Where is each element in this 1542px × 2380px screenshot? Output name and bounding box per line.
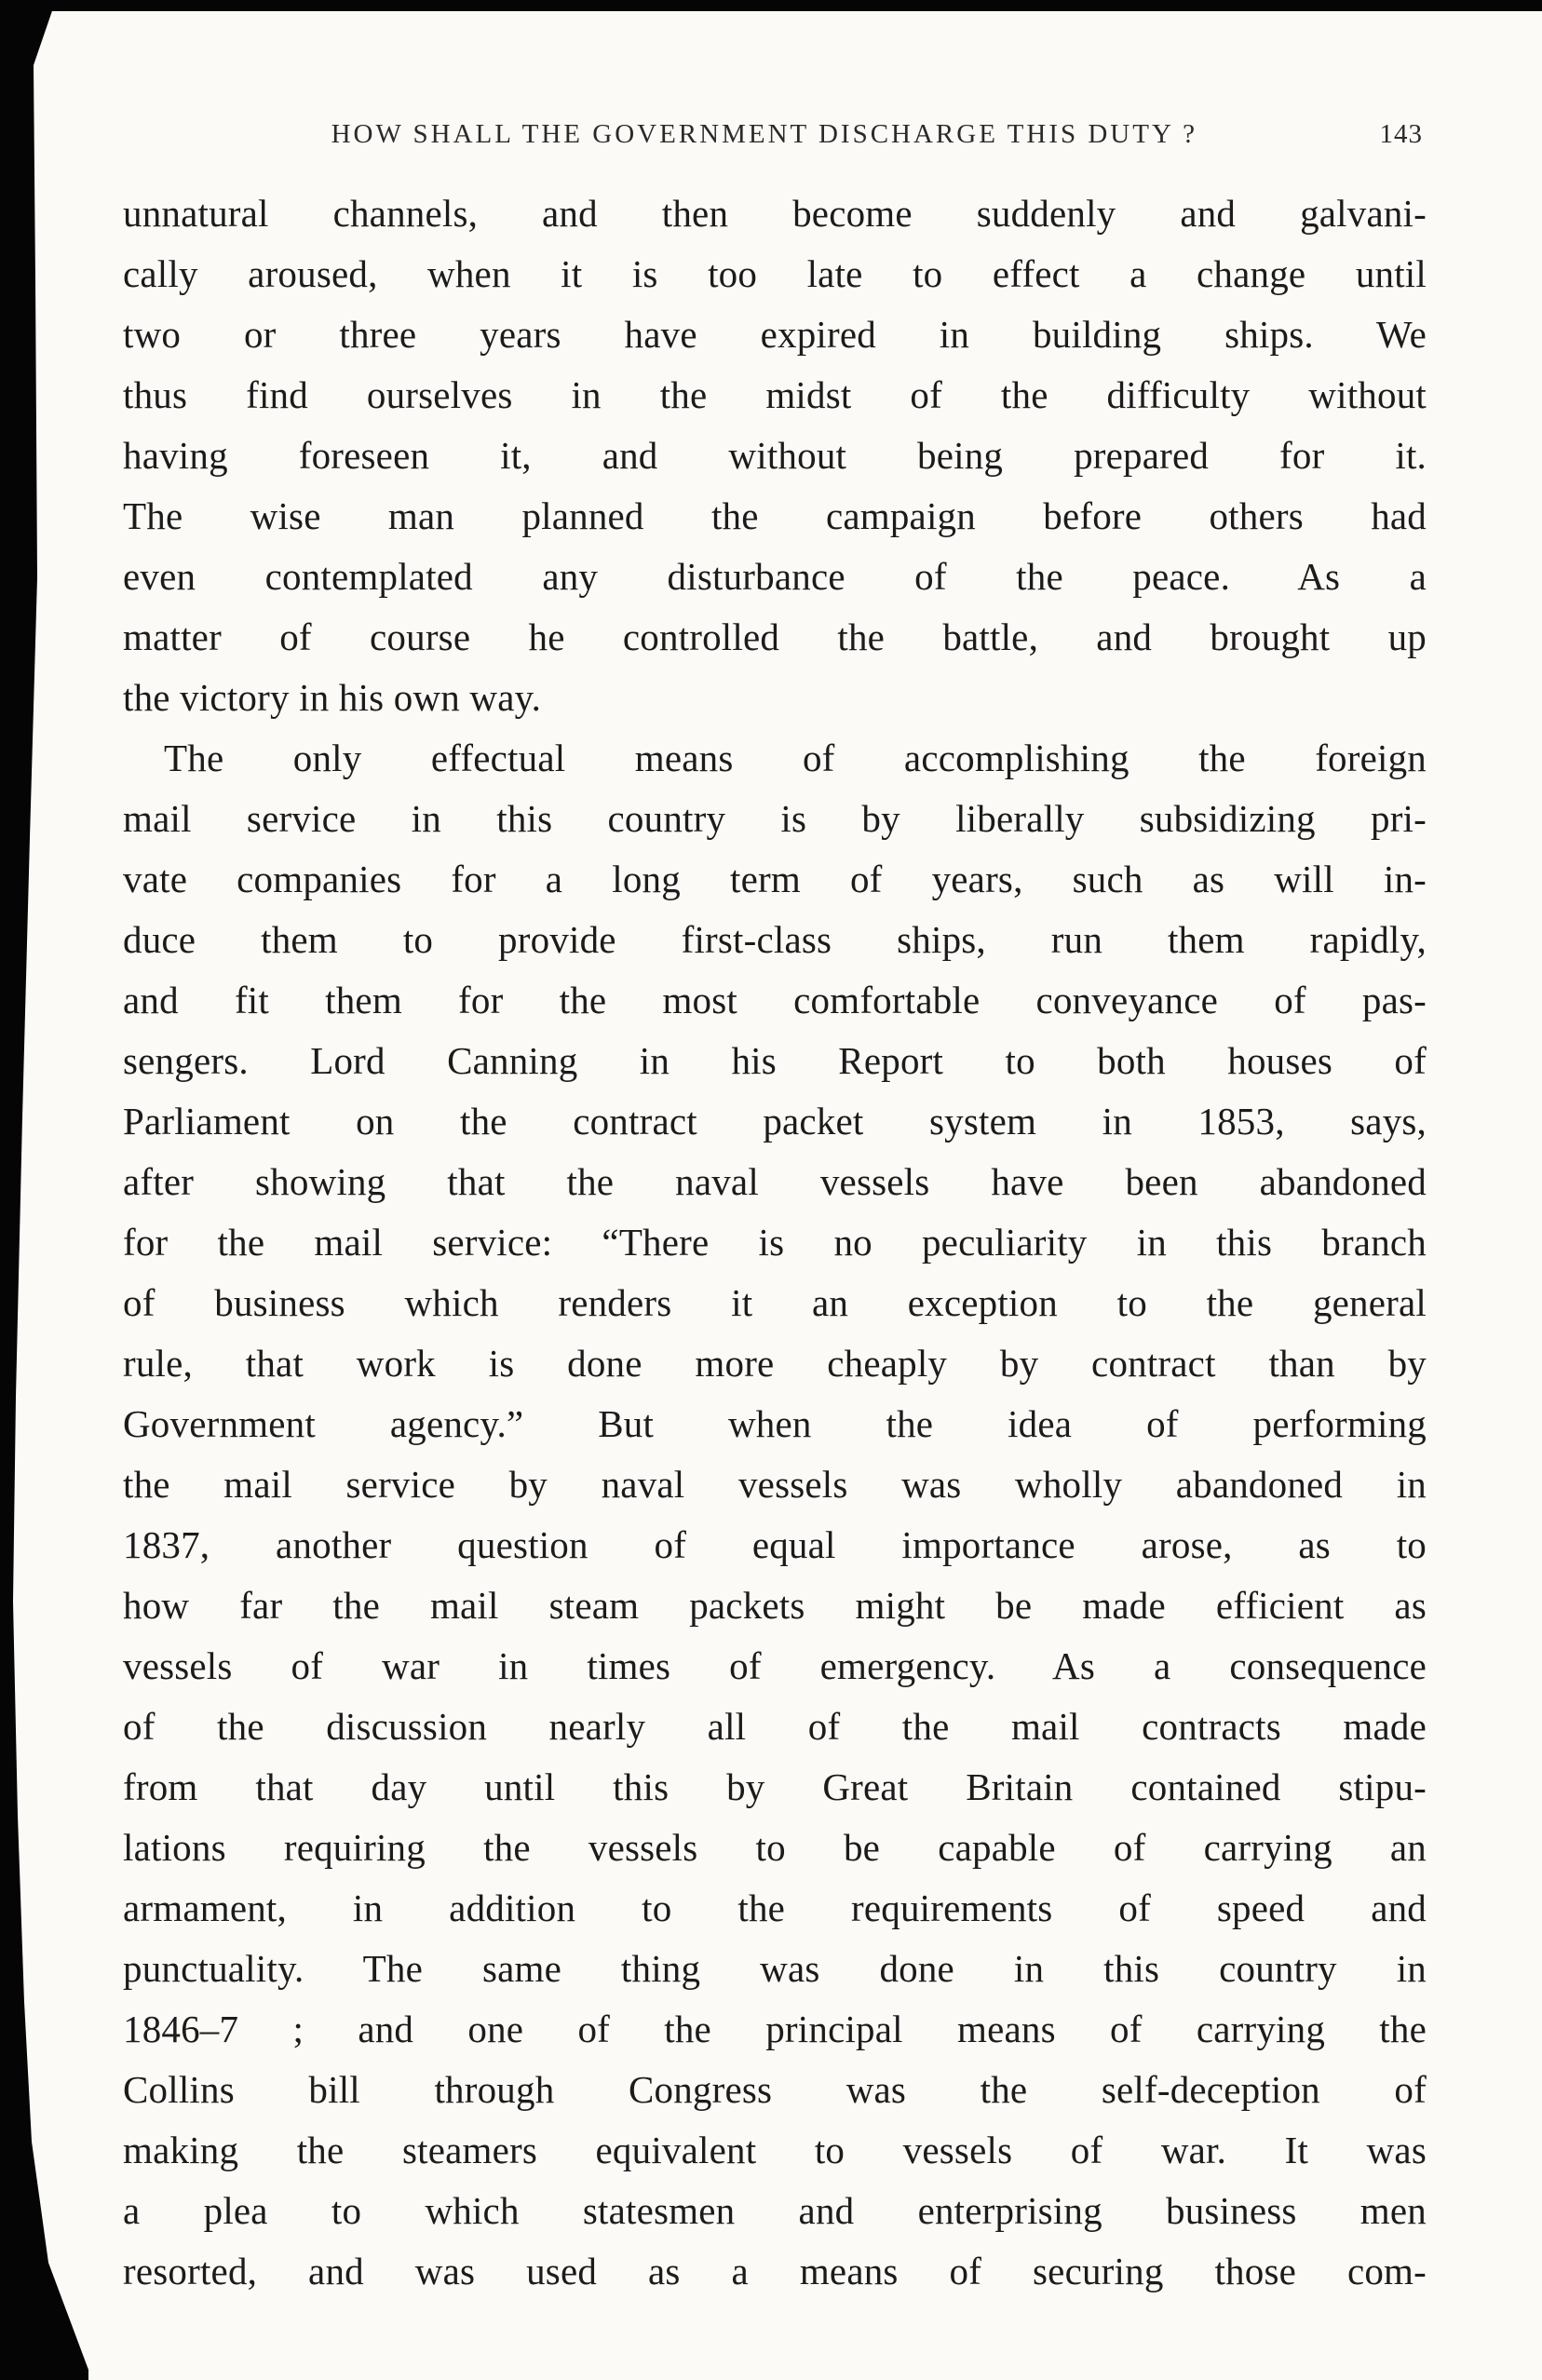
text-line: from that day until this by Great Britain contained stipu- bbox=[123, 1765, 1427, 1808]
text-line: Parliament on the contract packet system in 1853, says, bbox=[123, 1100, 1427, 1143]
text-line: of business which renders it an exception to the general bbox=[123, 1281, 1427, 1324]
text-line: making the steamers equivalent to vessels of war. It was bbox=[123, 2129, 1427, 2171]
scan-artifact-left-edge bbox=[0, 0, 88, 2380]
running-head-title: HOW SHALL THE GOVERNMENT DISCHARGE THIS DUTY ? bbox=[331, 119, 1197, 149]
text-line: even contemplated any disturbance of the peace. As a bbox=[123, 555, 1427, 598]
text-line: Government agency.” But when the idea of performing bbox=[123, 1402, 1427, 1445]
text-line: thus find ourselves in the midst of the difficulty without bbox=[123, 373, 1427, 416]
text-line: having foreseen it, and without being prepared for it. bbox=[123, 434, 1427, 477]
text-line: how far the mail steam packets might be made efficient as bbox=[123, 1584, 1427, 1627]
text-line: vessels of war in times of emergency. As a consequence bbox=[123, 1644, 1427, 1687]
text-line: mail service in this country is by liberally subsidizing pri- bbox=[123, 797, 1427, 840]
scan-artifact-top-edge bbox=[0, 0, 1542, 11]
text-line: duce them to provide first-class ships, run them rapidly, bbox=[123, 918, 1427, 961]
text-line: two or three years have expired in building ships. We bbox=[123, 313, 1427, 356]
text-line: The wise man planned the campaign before others had bbox=[123, 494, 1427, 537]
page-content bbox=[123, 119, 1427, 2302]
text-line: resorted, and was used as a means of securing those com- bbox=[123, 2250, 1427, 2292]
body-text bbox=[123, 183, 1427, 2302]
text-line: the mail service by naval vessels was wholly abandoned in bbox=[123, 1463, 1427, 1506]
text-line: The only effectual means of accomplishing the foreign bbox=[164, 737, 1427, 779]
text-line: punctuality. The same thing was done in this country in bbox=[123, 1947, 1427, 1990]
page-number: 143 bbox=[1379, 119, 1423, 149]
text-line: rule, that work is done more cheaply by contract than by bbox=[123, 1342, 1427, 1385]
text-line: for the mail service: “There is no peculiarity in this branch bbox=[123, 1221, 1427, 1264]
text-line: vate companies for a long term of years, such as will in- bbox=[123, 858, 1427, 900]
running-head bbox=[123, 119, 1427, 150]
text-line: the victory in his own way. bbox=[123, 676, 542, 719]
text-line: sengers. Lord Canning in his Report to both houses of bbox=[123, 1039, 1427, 1082]
text-line: armament, in addition to the requirements of speed and bbox=[123, 1886, 1427, 1929]
text-line: and fit them for the most comfortable conveyance of pas- bbox=[123, 979, 1427, 1021]
text-line: lations requiring the vessels to be capable of carrying an bbox=[123, 1826, 1427, 1869]
text-line: unnatural channels, and then become suddenly and galvani- bbox=[123, 192, 1427, 235]
text-line: matter of course he controlled the battle, and brought up bbox=[123, 615, 1427, 658]
text-line: after showing that the naval vessels have been abandoned bbox=[123, 1160, 1427, 1203]
text-line: 1846–7 ; and one of the principal means of carrying the bbox=[123, 2008, 1427, 2050]
text-line: of the discussion nearly all of the mail contracts made bbox=[123, 1705, 1427, 1748]
text-line: 1837, another question of equal importance arose, as to bbox=[123, 1523, 1427, 1566]
text-line: cally aroused, when it is too late to effect a change until bbox=[123, 252, 1427, 295]
text-line: Collins bill through Congress was the self-deception of bbox=[123, 2068, 1427, 2111]
text-line: a plea to which statesmen and enterprising business men bbox=[123, 2189, 1427, 2232]
